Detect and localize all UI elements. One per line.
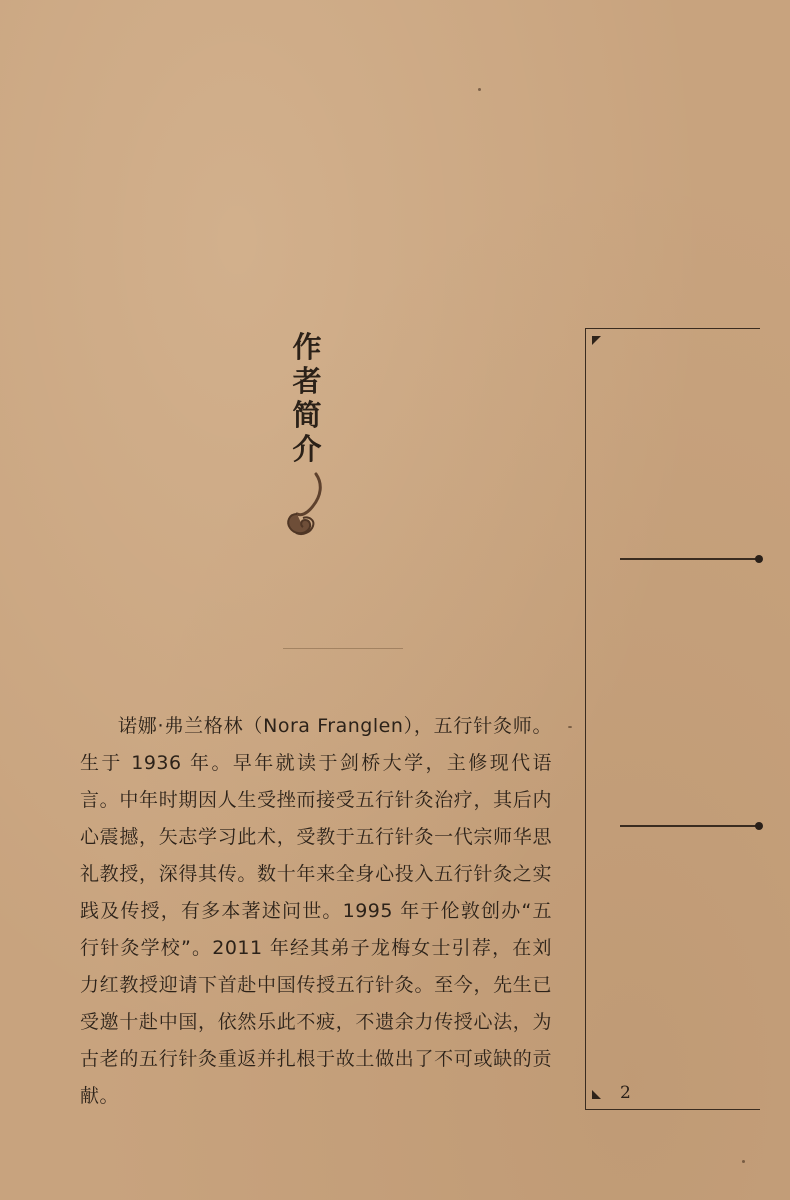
frame-marker-line [620,825,758,827]
title-char: 者 [292,364,322,398]
page-number: 2 [620,1083,631,1103]
author-bio-paragraph: 诺娜·弗兰格林（Nora Franglen），五行针灸师。生于 1936 年。早年就读于剑桥大学，主修现代语言。中年时期因人生受挫而接受五行针灸治疗，其后内心震撼，矢志学习此术，受教于五行针灸一代宗师华思礼教授，深得其传。数十年来全身心投入五行针灸之实践及传授，有多本著述问世。1995 年于伦敦创办“五行针灸学校”。2011 年经其弟子龙梅女士引荐，在刘力红教授迎请下首赴中国传授五行针灸。至今，先生已受邀十赴中国，依然乐此不疲，不遗余力传授心法，为古老的五行针灸重返并扎根于故土做出了不可或缺的贡献。 [80,715,552,1107]
title-char: 简 [292,398,322,432]
frame-marker-dot [755,822,763,830]
paper-speck [742,1160,745,1163]
paper-speck [568,726,572,728]
side-frame [585,328,760,1110]
title-char: 介 [292,432,322,466]
paper-speck [478,88,481,91]
section-divider [283,648,403,649]
cloud-swirl-icon [283,470,333,540]
corner-triangle-icon [592,336,601,345]
corner-triangle-icon [592,1090,601,1099]
section-title [285,330,329,466]
frame-marker-dot [755,555,763,563]
frame-marker-line [620,558,758,560]
title-char: 作 [292,330,322,364]
